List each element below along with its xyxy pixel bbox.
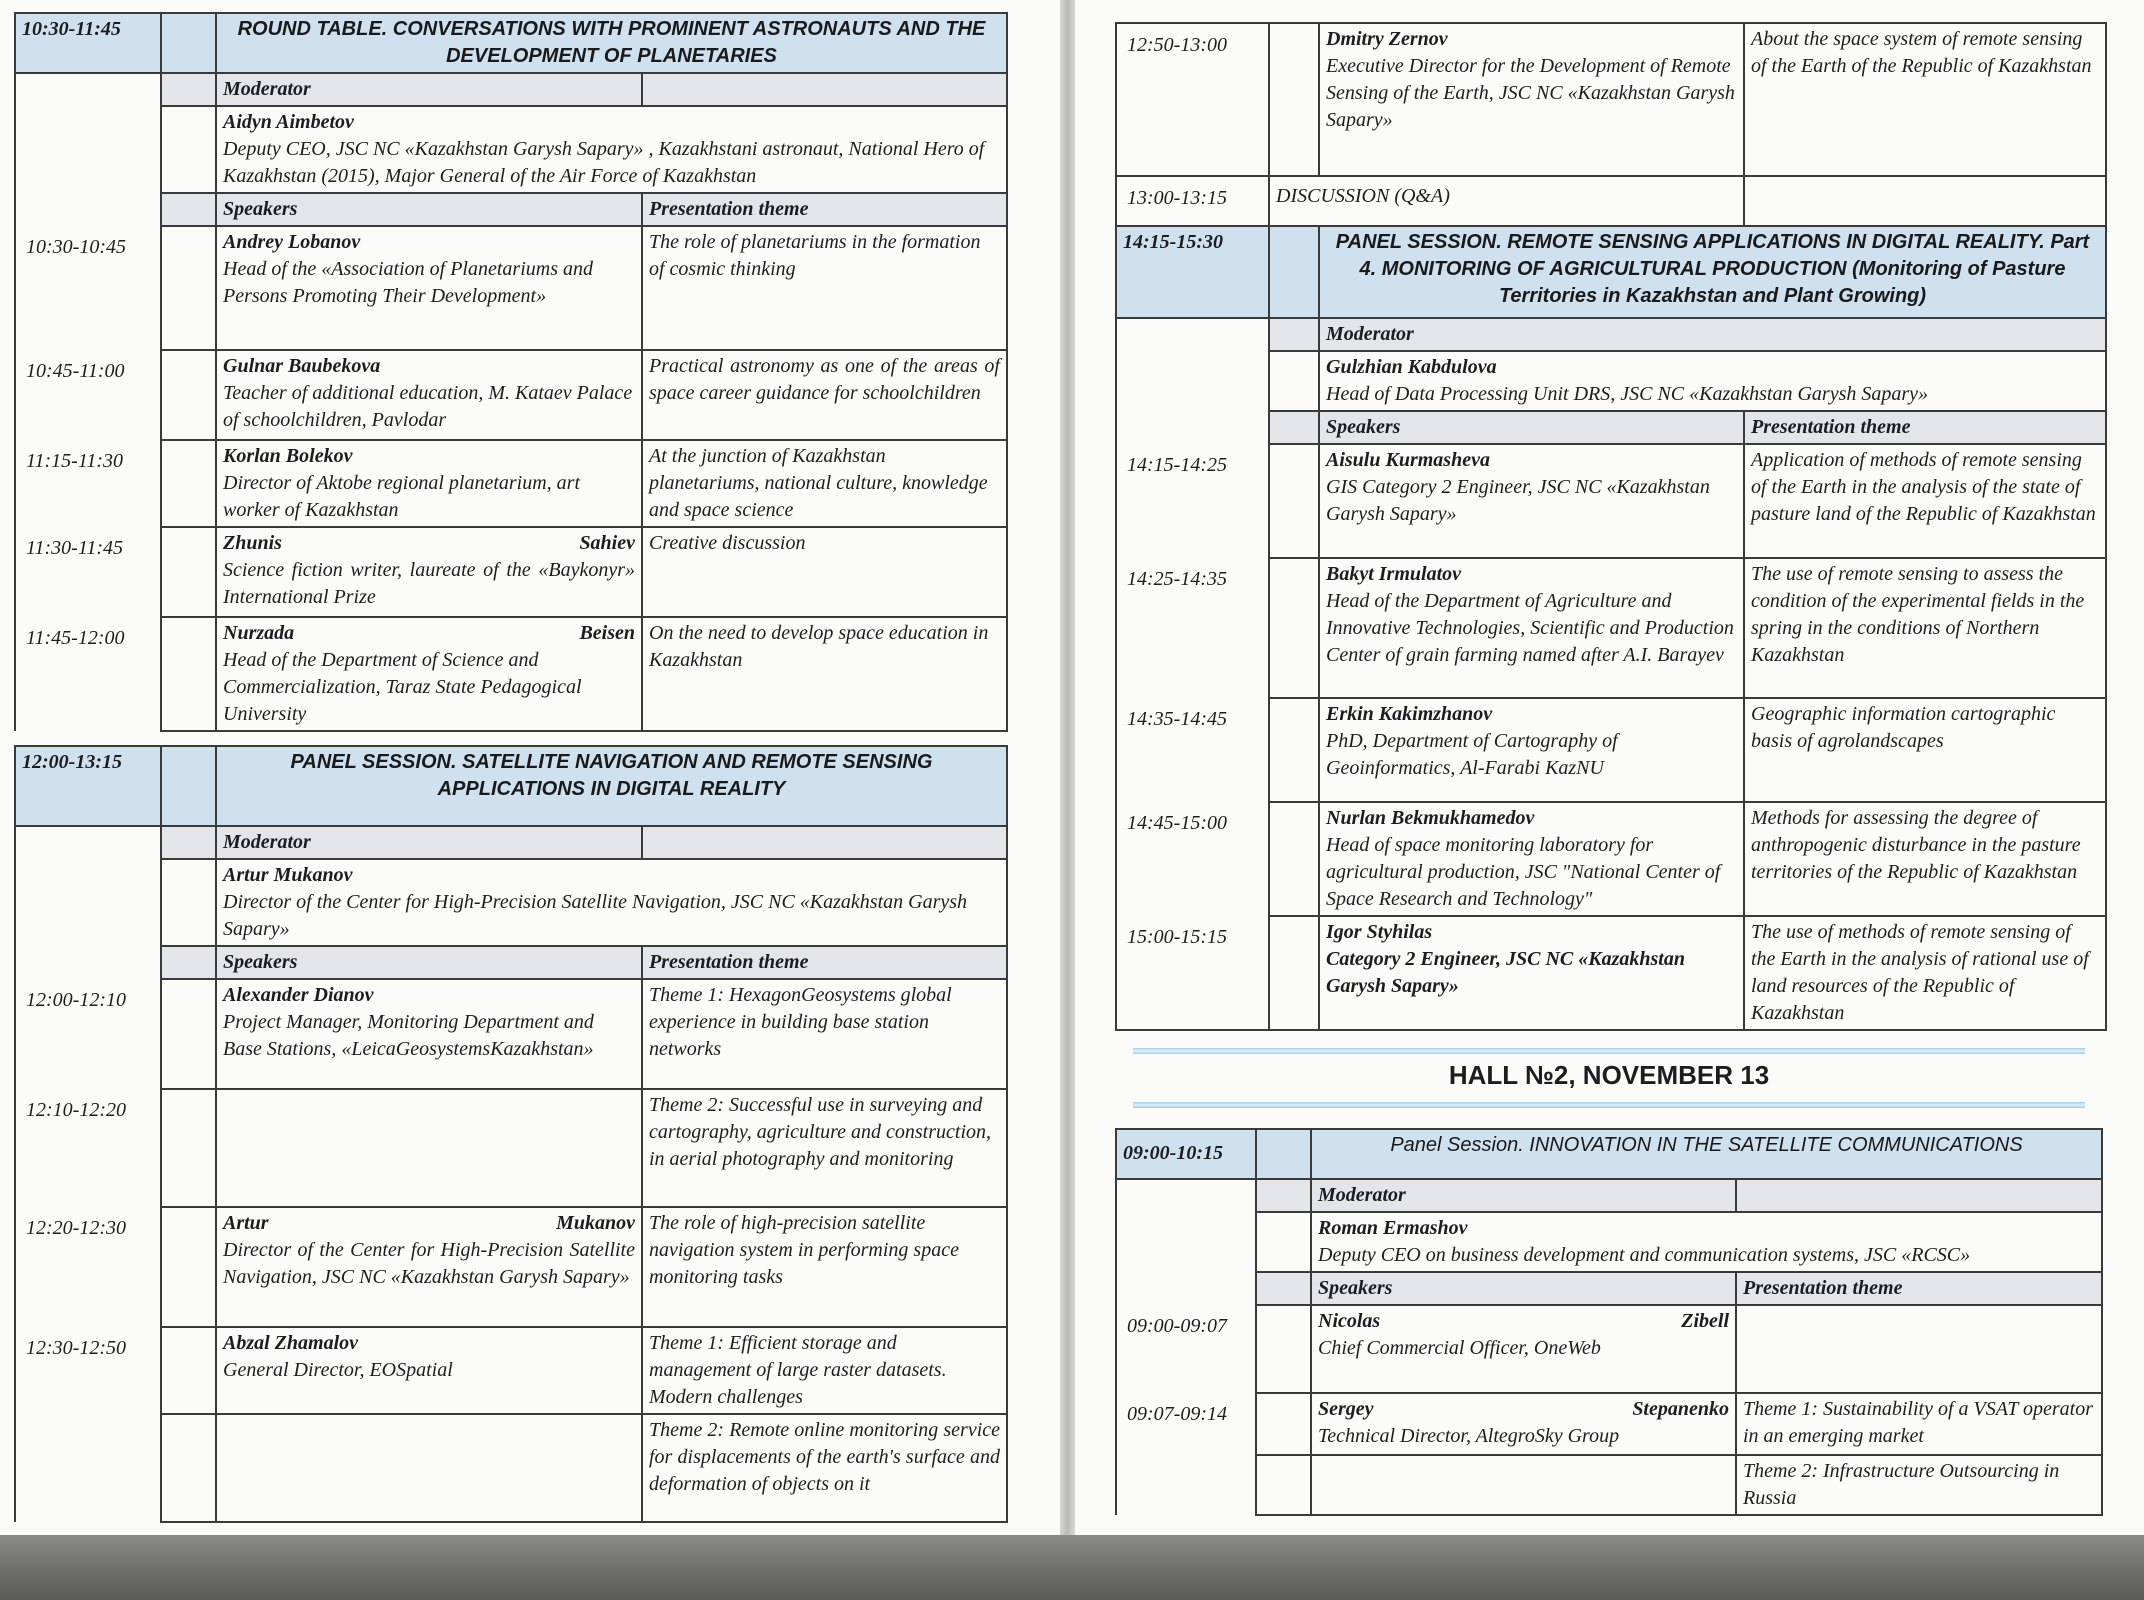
speaker-cell <box>1311 1305 1736 1393</box>
spacer-cell <box>161 979 216 1089</box>
speaker-name: Andrey Lobanov <box>223 231 361 253</box>
moderator-role: Director of the Center for High-Precision Satellite Navigation, JSC NC «Kazakhstan Garysh Sapary» <box>223 891 968 940</box>
navigation-panel-schedule <box>14 745 1008 1523</box>
speaker-cell <box>216 617 642 731</box>
spacer-cell <box>161 1327 216 1414</box>
speaker-role: PhD, Department of Cartography of Geoinformatics, Al-Farabi KazNU <box>1326 730 1618 779</box>
session-time: 12:00-13:15 <box>15 746 161 826</box>
spacer-cell <box>161 1207 216 1327</box>
speaker-cell <box>1319 558 1744 698</box>
communications-panel-schedule <box>1115 1128 2103 1516</box>
speaker-last-name: Mukanov <box>556 1212 635 1234</box>
theme-cell: Theme 1: HexagonGeosystems global experience in building base station networks <box>642 979 1007 1089</box>
slot-time: 09:00-09:07 <box>1116 1305 1256 1393</box>
slot-time <box>15 1414 161 1522</box>
speakers-label: Speakers <box>1319 411 1744 444</box>
round-table-schedule <box>14 12 1008 732</box>
speaker-name: Bakyt Irmulatov <box>1326 563 1462 585</box>
session-title: PANEL SESSION. SATELLITE NAVIGATION AND REMOTE SENSING APPLICATIONS IN DIGITAL REALITY <box>216 746 1007 826</box>
spacer-cell <box>1256 1305 1311 1393</box>
label-spacer <box>161 193 216 226</box>
time-cell-empty <box>15 946 161 979</box>
moderator-role: Deputy CEO, JSC NC «Kazakhstan Garysh Sapary» , Kazakhstani astronaut, National Hero of Kazakhstan (2015), Major General of the Air Force of Kazakhstan <box>223 138 985 187</box>
speaker-first-name: Nurzada <box>223 622 295 644</box>
theme-cell: At the junction of Kazakhstan planetariums, national culture, knowledge and space science <box>642 440 1007 527</box>
slot-time: 14:45-15:00 <box>1116 802 1269 916</box>
speaker-role: Head of the Department of Science and Commercialization, Taraz State Pedagogical University <box>223 649 582 725</box>
slot-time: 14:15-14:25 <box>1116 444 1269 558</box>
session-title: PANEL SESSION. REMOTE SENSING APPLICATIONS IN DIGITAL REALITY. Part 4. MONITORING OF AGRICULTURAL PRODUCTION (Monitoring of Pasture Territories in Kazakhstan and Plant Growing) <box>1319 226 2106 318</box>
speaker-role: Head of space monitoring laboratory for agricultural production, JSC "National Center of Space Research and Technology" <box>1326 834 1721 910</box>
session-title: Panel Session. INNOVATION IN THE SATELLITE COMMUNICATIONS <box>1311 1129 2102 1179</box>
spacer-cell <box>161 1414 216 1522</box>
session-time: 10:30-11:45 <box>15 13 161 73</box>
theme-cell: Theme 2: Remote online monitoring service for displacements of the earth's surface and deformation of objects on it <box>642 1414 1007 1522</box>
theme-label: Presentation theme <box>1744 411 2106 444</box>
agriculture-panel-schedule <box>1115 22 2107 1031</box>
slot-time: 11:45-12:00 <box>15 617 161 731</box>
speaker-cell <box>1311 1455 1736 1515</box>
label-spacer <box>161 946 216 979</box>
speakers-label: Speakers <box>216 946 642 979</box>
spacer-cell <box>161 617 216 731</box>
slot-time <box>1116 1455 1256 1515</box>
speaker-last-name: Stepanenko <box>1632 1398 1729 1420</box>
slot-time: 11:15-11:30 <box>15 440 161 527</box>
speaker-first-name: Nicolas <box>1318 1310 1381 1332</box>
slot-time: 12:00-12:10 <box>15 979 161 1089</box>
session-time: 14:15-15:30 <box>1116 226 1269 318</box>
spacer-cell <box>161 106 216 193</box>
book-gutter <box>1060 0 1075 1535</box>
theme-cell: Methods for assessing the degree of anthropogenic disturbance in the pasture territories of the Republic of Kazakhstan <box>1744 802 2106 916</box>
label-spacer <box>1256 1272 1311 1305</box>
time-cell-empty <box>1116 318 1269 411</box>
speaker-first-name: Zhunis <box>223 532 282 554</box>
speaker-cell <box>216 1327 642 1414</box>
theme-label: Presentation theme <box>1736 1272 2102 1305</box>
speaker-name: Nurlan Bekmukhamedov <box>1326 807 1535 829</box>
spacer-cell <box>1269 802 1319 916</box>
spacer-cell <box>1269 558 1319 698</box>
speaker-role: Head of the «Association of Planetariums and Persons Promoting Their Development» <box>223 258 593 307</box>
theme-cell: Application of methods of remote sensing of the Earth in the analysis of the state of pasture land of the Republic of Kazakhstan <box>1744 444 2106 558</box>
speaker-cell <box>216 1414 642 1522</box>
time-cell-empty <box>15 826 161 946</box>
speaker-name: Alexander Dianov <box>223 984 374 1006</box>
speakers-label: Speakers <box>1311 1272 1736 1305</box>
theme-cell: Theme 2: Infrastructure Outsourcing in Russia <box>1736 1455 2102 1515</box>
speaker-cell <box>1319 444 1744 558</box>
speaker-name: Aisulu Kurmasheva <box>1326 449 1490 471</box>
slot-time: 10:45-11:00 <box>15 350 161 440</box>
slot-time: 12:20-12:30 <box>15 1207 161 1327</box>
moderator-cell <box>216 106 1007 193</box>
moderator-name: Artur Mukanov <box>223 864 353 886</box>
spacer-cell <box>1269 23 1319 176</box>
theme-cell: Theme 1: Sustainability of a VSAT operator in an emerging market <box>1736 1393 2102 1455</box>
speaker-first-name: Sergey <box>1318 1398 1374 1420</box>
time-cell-empty <box>15 193 161 226</box>
spacer-cell <box>1269 444 1319 558</box>
theme-cell-empty <box>1744 176 2106 226</box>
moderator-cell <box>1319 351 2106 411</box>
speaker-cell <box>1319 698 1744 802</box>
moderator-label-blank <box>1736 1179 2102 1212</box>
theme-cell: About the space system of remote sensing of the Earth of the Republic of Kazakhstan <box>1744 23 2106 176</box>
session-title: ROUND TABLE. CONVERSATIONS WITH PROMINENT ASTRONAUTS AND THE DEVELOPMENT OF PLANETARIES <box>216 13 1007 73</box>
speaker-last-name: Beisen <box>579 622 635 644</box>
moderator-label-blank <box>642 826 1007 859</box>
speaker-cell <box>216 350 642 440</box>
speaker-name: Gulnar Baubekova <box>223 355 381 377</box>
speaker-cell <box>1319 802 1744 916</box>
speaker-role: General Director, EOSpatial <box>223 1359 453 1381</box>
slot-time: 12:50-13:00 <box>1116 23 1269 176</box>
slot-time: 12:10-12:20 <box>15 1089 161 1207</box>
speaker-role: Chief Commercial Officer, OneWeb <box>1318 1337 1601 1359</box>
speakers-label: Speakers <box>216 193 642 226</box>
speaker-role: Director of the Center for High-Precision Satellite Navigation, JSC NC «Kazakhstan Garysh Sapary» <box>223 1239 635 1288</box>
speaker-cell <box>216 527 642 617</box>
slot-time: 09:07-09:14 <box>1116 1393 1256 1455</box>
speaker-cell <box>216 440 642 527</box>
speaker-cell <box>216 1207 642 1327</box>
moderator-role: Deputy CEO on business development and communication systems, JSC «RCSC» <box>1318 1244 1971 1266</box>
speaker-name: Dmitry Zernov <box>1326 28 1448 50</box>
speaker-role: Project Manager, Monitoring Department and Base Stations, «LeicaGeosystemsKazakhstan» <box>223 1011 594 1060</box>
time-cell-empty <box>15 73 161 193</box>
spacer-cell <box>1269 351 1319 411</box>
spacer-cell <box>1269 698 1319 802</box>
label-spacer <box>1256 1179 1311 1212</box>
theme-cell: The use of remote sensing to assess the condition of the experimental fields in the spring in the conditions of Northern Kazakhstan <box>1744 558 2106 698</box>
label-spacer <box>1269 318 1319 351</box>
speaker-last-name: Sahiev <box>579 532 635 554</box>
spacer-cell <box>1256 1212 1311 1272</box>
speaker-cell <box>1319 23 1744 176</box>
session-spacer <box>1256 1129 1311 1179</box>
slot-time: 14:35-14:45 <box>1116 698 1269 802</box>
slot-time: 10:30-10:45 <box>15 226 161 350</box>
time-cell-empty <box>1116 1179 1256 1272</box>
slot-time: 14:25-14:35 <box>1116 558 1269 698</box>
spacer-cell <box>161 527 216 617</box>
spacer-cell <box>1256 1455 1311 1515</box>
speaker-role: Category 2 Engineer, JSC NC «Kazakhstan Garysh Sapary» <box>1326 948 1685 997</box>
moderator-role: Head of Data Processing Unit DRS, JSC NC «Kazakhstan Garysh Sapary» <box>1326 383 1929 405</box>
slot-time: 13:00-13:15 <box>1116 176 1269 226</box>
speaker-role: GIS Category 2 Engineer, JSC NC «Kazakhstan Garysh Sapary» <box>1326 476 1710 525</box>
spacer-cell <box>1256 1393 1311 1455</box>
speaker-role: Teacher of additional education, M. Kataev Palace of schoolchildren, Pavlodar <box>223 382 633 431</box>
theme-label: Presentation theme <box>642 193 1007 226</box>
label-spacer <box>161 73 216 106</box>
speaker-name: Erkin Kakimzhanov <box>1326 703 1493 725</box>
slot-time: 15:00-15:15 <box>1116 916 1269 1030</box>
session-time: 09:00-10:15 <box>1116 1129 1256 1179</box>
hall-divider-bottom <box>1133 1102 2085 1108</box>
moderator-label: Moderator <box>216 826 642 859</box>
speaker-role: Executive Director for the Development of Remote Sensing of the Earth, JSC NC «Kazakhstan Garysh Sapary» <box>1326 55 1735 131</box>
moderator-name: Roman Ermashov <box>1318 1217 1468 1239</box>
speaker-role: Science fiction writer, laureate of the «Baykonyr» International Prize <box>223 559 635 608</box>
speaker-first-name: Artur <box>223 1212 269 1234</box>
moderator-name: Aidyn Aimbetov <box>223 111 354 133</box>
theme-label: Presentation theme <box>642 946 1007 979</box>
scanner-edge <box>0 1535 2144 1600</box>
theme-cell: Creative discussion <box>642 527 1007 617</box>
speaker-name: Igor Styhilas <box>1326 921 1433 943</box>
hall-title: HALL №2, NOVEMBER 13 <box>1448 1060 1770 1090</box>
theme-cell: Theme 2: Successful use in surveying and cartography, agriculture and construction, in aerial photography and monitoring <box>642 1089 1007 1207</box>
speaker-cell <box>216 1089 642 1207</box>
speaker-name: Abzal Zhamalov <box>223 1332 359 1354</box>
time-cell-empty <box>1116 1272 1256 1305</box>
speaker-cell <box>216 226 642 350</box>
spacer-cell <box>161 350 216 440</box>
theme-cell: Geographic information cartographic basis of agrolandscapes <box>1744 698 2106 802</box>
label-spacer <box>161 826 216 859</box>
speaker-role: Head of the Department of Agriculture and Innovative Technologies, Scientific and Production Center of grain farming named after A.I. Barayev <box>1326 590 1734 666</box>
speaker-last-name: Zibell <box>1681 1310 1729 1332</box>
moderator-label: Moderator <box>1319 318 2106 351</box>
speaker-cell <box>1311 1393 1736 1455</box>
session-spacer <box>161 13 216 73</box>
moderator-label: Moderator <box>1311 1179 1736 1212</box>
speaker-cell <box>1319 916 1744 1030</box>
spacer-cell <box>161 859 216 946</box>
speaker-cell <box>216 979 642 1089</box>
theme-cell: The role of planetariums in the formation of cosmic thinking <box>642 226 1007 350</box>
session-spacer <box>1269 226 1319 318</box>
speaker-role: Technical Director, AltegroSky Group <box>1318 1425 1620 1447</box>
theme-cell: The role of high-precision satellite navigation system in performing space monitoring tasks <box>642 1207 1007 1327</box>
theme-cell: On the need to develop space education in Kazakhstan <box>642 617 1007 731</box>
moderator-name: Gulzhian Kabdulova <box>1326 356 1497 378</box>
moderator-label-blank <box>642 73 1007 106</box>
spacer-cell <box>161 440 216 527</box>
time-cell-empty <box>1116 411 1269 444</box>
spacer-cell <box>161 1089 216 1207</box>
spacer-cell <box>161 226 216 350</box>
session-spacer <box>161 746 216 826</box>
slot-time: 11:30-11:45 <box>15 527 161 617</box>
theme-cell: Theme 1: Efficient storage and management of large raster datasets. Modern challenges <box>642 1327 1007 1414</box>
theme-cell <box>1736 1305 2102 1393</box>
moderator-cell <box>1311 1212 2102 1272</box>
speaker-name: Korlan Bolekov <box>223 445 353 467</box>
speaker-role: Director of Aktobe regional planetarium, art worker of Kazakhstan <box>223 472 581 521</box>
label-spacer <box>1269 411 1319 444</box>
discussion-cell: DISCUSSION (Q&A) <box>1269 176 1744 226</box>
theme-cell: The use of methods of remote sensing of the Earth in the analysis of rational use of land resources of the Republic of Kazakhstan <box>1744 916 2106 1030</box>
theme-cell: Practical astronomy as one of the areas of space career guidance for schoolchildren <box>642 350 1007 440</box>
moderator-cell <box>216 859 1007 946</box>
slot-time: 12:30-12:50 <box>15 1327 161 1414</box>
spacer-cell <box>1269 916 1319 1030</box>
moderator-label: Moderator <box>216 73 642 106</box>
hall-divider-top <box>1133 1048 2085 1054</box>
